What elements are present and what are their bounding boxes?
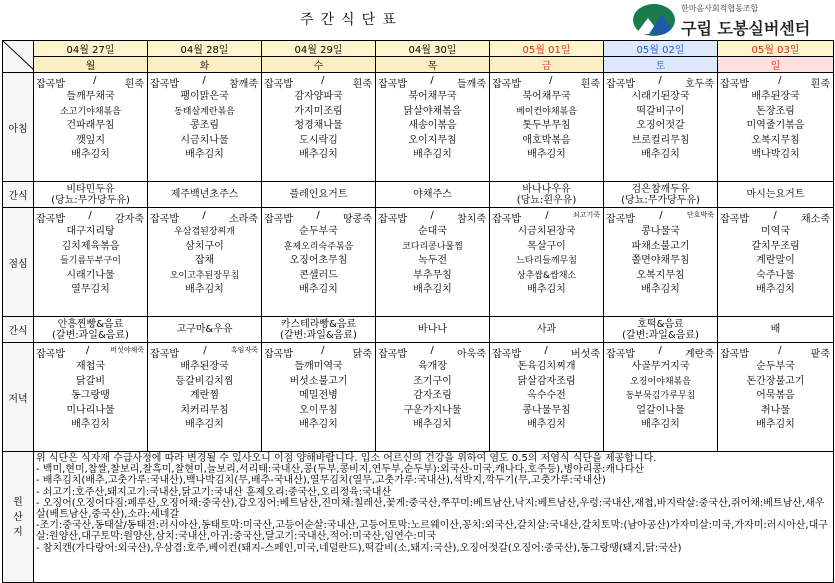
- snack2-cell: [148, 317, 262, 343]
- dinner-cell: [34, 343, 148, 452]
- rice-porridge-line: [490, 74, 603, 90]
- dish-item: 계란찜: [190, 390, 219, 402]
- snack-item: 바나나: [418, 324, 447, 335]
- dish-item: 버섯소불고기: [289, 375, 348, 387]
- dish-item: 콩조림: [190, 120, 219, 132]
- origin-note-line: - 참치캔(가다랑어:외국산),우삼겹:호주,베이컨(돼지-스페인,미국,네덜란드),떡갈비(소,돼지:국산),오징어젓갈(오징어:중국산),동그랑땡(돼지,닭:국산): [36, 542, 682, 554]
- dinner-label: 저녁: [3, 343, 34, 452]
- snack-item: (갈변:과일&음료): [280, 329, 357, 341]
- dish-item: 동태살계란볶음: [174, 106, 235, 117]
- dish-item: 소고기야채볶음: [60, 106, 121, 117]
- org-logo: [633, 2, 833, 38]
- porridge-label: 팥죽: [810, 349, 830, 360]
- rice-porridge-line: [604, 209, 717, 225]
- snack-item: 고구마&우유: [176, 324, 233, 335]
- snack1-row: [3, 182, 834, 208]
- dish-item: 배추김치: [185, 419, 224, 431]
- dish-item: 느타리들깨무침: [516, 256, 577, 267]
- porridge-label: 참깨죽: [229, 79, 258, 90]
- snack-item: 안흥찐빵&음료: [57, 318, 124, 330]
- dish-item: 시래기나물: [66, 269, 115, 281]
- dish-item: 구운가지나물: [403, 404, 462, 416]
- origin-note-line: - 백미,현미,찹쌀,찰보리,찰흑미,찰현미,늘보리,서리태:국내산,콩(두부,콩비지,연두부,순두부):외국산-미국,캐나다,호주등),병아리콩:캐나다산: [36, 464, 645, 476]
- dish-item: 배추김치: [527, 284, 566, 296]
- porridge-label: 단호박죽: [686, 211, 714, 219]
- slash-divider: /: [549, 75, 553, 86]
- dish-item: 오징어젓갈: [636, 120, 685, 132]
- lunch-cell: [604, 208, 718, 317]
- rice-label: 잡곡밥: [150, 79, 179, 90]
- snack1-cell: [34, 182, 148, 208]
- rice-porridge-line: [34, 209, 147, 225]
- rice-porridge-line: [604, 344, 717, 360]
- dish-item: 취나물: [761, 404, 790, 416]
- dish-item: 쫄면야채무침: [631, 255, 690, 267]
- porridge-label: 닭죽: [352, 349, 372, 360]
- rice-porridge-line: [490, 209, 603, 225]
- dish-item: 배추김치: [299, 419, 338, 431]
- porridge-label: 소라죽: [229, 214, 258, 225]
- meal-plan-table: [2, 40, 834, 583]
- dish-item: 어묵볶음: [756, 390, 795, 402]
- origin-notes: [34, 452, 834, 583]
- dish-item: 재첩국: [76, 361, 105, 372]
- slash-divider: /: [773, 210, 777, 221]
- rice-label: 잡곡밥: [606, 349, 635, 360]
- dish-item: 배추김치: [413, 149, 452, 161]
- dish-item: 오이고추된장무침: [169, 270, 240, 281]
- snack-item: 비타민두유: [66, 183, 115, 195]
- slash-divider: /: [316, 210, 320, 221]
- rice-label: 잡곡밥: [492, 214, 521, 225]
- snack1-cell: [148, 182, 262, 208]
- dish-item: 백나박김치: [751, 149, 800, 161]
- dish-item: 김치제육볶음: [61, 240, 120, 252]
- dish-item: 훈제오리숙주볶음: [283, 241, 354, 252]
- dish-item: 브로컬리무침: [631, 134, 690, 146]
- snack-item: 플레인요거트: [289, 189, 348, 200]
- breakfast-cell: [34, 73, 148, 182]
- date-cell: 04월 27일: [34, 41, 148, 57]
- dish-item: 북어채무국: [522, 91, 571, 102]
- snack-item: (당뇨:무가당두유): [51, 194, 130, 206]
- origin-note-line: 위 식단은 식자재 수급사정에 따라 변경될 수 있사오니 이점 양해바랍니다. 입소 어르신의 건강을 위하여 염도 0.5의 저염식 식단을 제공합니다.: [36, 453, 657, 464]
- snack-item: (당뇨:무가당두유): [621, 194, 700, 206]
- date-row: [3, 41, 834, 57]
- origin-note-line: - 배추김치(배추,고춧가루:국내산),백나박김치(무,배추-국내산),열무김치(열무,고춧가루:국내산),석박지,깍두기(무,고춧가루:국내산): [36, 475, 606, 487]
- rice-label: 잡곡밥: [606, 79, 635, 90]
- dish-item: 닭갈비: [76, 375, 105, 387]
- dish-item: 돈장조림: [756, 105, 795, 117]
- breakfast-cell: [604, 73, 718, 182]
- dish-item: 동부묵김가루무침: [625, 391, 696, 402]
- snack2-row: [3, 317, 834, 343]
- porridge-label: 흰죽: [124, 79, 144, 90]
- snack2-label: 간식: [3, 317, 34, 343]
- dish-item: 녹두전: [418, 255, 447, 267]
- rice-porridge-line: [148, 209, 261, 225]
- snack1-label: 간식: [3, 182, 34, 208]
- rice-label: 잡곡밥: [492, 349, 521, 360]
- snack-item: 사과: [536, 324, 557, 335]
- rice-label: 잡곡밥: [36, 214, 65, 225]
- dinner-cell: [490, 343, 604, 452]
- dish-item: 오이지무침: [408, 134, 457, 146]
- breakfast-row: [3, 73, 834, 182]
- dish-item: 메밀전병: [299, 390, 338, 402]
- dish-item: 들깨미역국: [294, 361, 343, 372]
- snack1-cell: [262, 182, 376, 208]
- dish-item: 미나리나물: [66, 404, 115, 416]
- weekday-cell: 토: [604, 57, 718, 73]
- slash-divider: /: [778, 75, 782, 86]
- dish-item: 부추무침: [413, 269, 452, 281]
- dish-item: 상추쌈&쌈채소: [516, 270, 577, 281]
- slash-divider: /: [321, 345, 325, 356]
- slash-divider: /: [430, 345, 434, 356]
- snack-item: 마시는요거트: [746, 189, 805, 200]
- lunch-cell: [34, 208, 148, 317]
- origin-label-char: 원: [13, 496, 23, 508]
- rice-label: 잡곡밥: [36, 349, 65, 360]
- dish-item: 감자양파국: [294, 91, 343, 102]
- slash-divider: /: [88, 210, 92, 221]
- snack-item: (당뇨:흰우유): [516, 194, 577, 206]
- breakfast-cell: [262, 73, 376, 182]
- dish-item: 육개장: [418, 361, 447, 372]
- breakfast-label: 아침: [3, 73, 34, 182]
- dish-item: 애호박볶음: [522, 134, 571, 146]
- dish-item: 시금치된장국: [517, 226, 576, 237]
- rice-porridge-line: [604, 74, 717, 90]
- dish-item: 등갈비김치찜: [175, 375, 234, 387]
- dish-item: 청경채나물: [294, 120, 343, 132]
- dish-item: 배추김치: [527, 149, 566, 161]
- slash-divider: /: [93, 75, 97, 86]
- dish-item: 갈치무조림: [751, 240, 800, 252]
- lunch-row: [3, 208, 834, 317]
- dish-item: 순두부국: [756, 361, 795, 372]
- dish-item: 배추김치: [641, 284, 680, 296]
- date-cell: 05월 01일: [490, 41, 604, 57]
- dish-item: 순두부국: [299, 226, 338, 237]
- snack2-cell: [34, 317, 148, 343]
- dinner-cell: [262, 343, 376, 452]
- dish-item: 배추김치: [641, 419, 680, 431]
- weekday-cell: 화: [148, 57, 262, 73]
- slash-divider: /: [778, 345, 782, 356]
- dish-item: 대구지리탕: [66, 226, 115, 237]
- rice-label: 잡곡밥: [720, 214, 749, 225]
- rice-label: 잡곡밥: [378, 349, 407, 360]
- porridge-label: 버섯죽: [571, 349, 600, 360]
- date-cell: 04월 30일: [376, 41, 490, 57]
- weekday-cell: 월: [34, 57, 148, 73]
- rice-porridge-line: [718, 209, 833, 225]
- dinner-row: [3, 343, 834, 452]
- dish-item: 조기구이: [413, 375, 452, 387]
- snack-item: (갈변:과일&음료): [52, 329, 129, 341]
- dinner-cell: [718, 343, 834, 452]
- dish-item: 베이컨야채볶음: [516, 106, 577, 117]
- snack2-cell: [490, 317, 604, 343]
- origin-note-line: - 오징어(오징어다짐:페루산,오징어채:중국산),갑오징어:베트남산,진미채:칠레산,꽃게:중국산,쭈꾸미:베트남산,낙지:베트남산,우렁:국내산,재첩,바지락살:중국산,쥐어채:베트남산,새우살(베트남산,중국산),소라:세네갈: [36, 497, 825, 521]
- rice-label: 잡곡밥: [720, 349, 749, 360]
- breakfast-cell: [148, 73, 262, 182]
- dish-item: 북어채무국: [408, 91, 457, 102]
- dish-item: 들기름두부구이: [60, 256, 121, 267]
- page-title: 주간식단표: [300, 12, 403, 28]
- dish-item: 들깨무채국: [66, 91, 115, 102]
- snack-item: 야채주스: [413, 189, 452, 200]
- porridge-label: 참치죽: [457, 214, 486, 225]
- dish-item: 옥수수전: [527, 390, 566, 402]
- dish-item: 톳두부무침: [522, 120, 571, 132]
- dish-item: 오징어초무침: [289, 255, 348, 267]
- dish-item: 오이무침: [299, 404, 338, 416]
- dish-item: 오복지무침: [751, 134, 800, 146]
- porridge-label: 아욱죽: [457, 349, 486, 360]
- slash-divider: /: [659, 210, 663, 221]
- dish-item: 시래기된장국: [631, 91, 690, 102]
- slash-divider: /: [658, 345, 662, 356]
- dish-item: 콩나물국: [641, 226, 680, 237]
- snack1-cell: [604, 182, 718, 208]
- mountain-logo-icon: [633, 4, 675, 36]
- porridge-label: 호두죽: [685, 79, 714, 90]
- dish-item: 배추된장국: [751, 91, 800, 102]
- dish-item: 배추김치: [71, 419, 110, 431]
- rice-porridge-line: [148, 74, 261, 90]
- origin-label-char: 산: [13, 511, 23, 523]
- rice-label: 잡곡밥: [264, 79, 293, 90]
- dish-item: 떡갈비구이: [636, 105, 685, 117]
- slash-divider: /: [544, 345, 548, 356]
- rice-porridge-line: [490, 344, 603, 360]
- snack-item: 제주백년초주스: [170, 189, 239, 200]
- date-cell: 05월 02일: [604, 41, 718, 57]
- rice-porridge-line: [718, 344, 833, 360]
- dish-item: 배추김치: [641, 149, 680, 161]
- dish-item: 도시락김: [299, 134, 338, 146]
- dish-item: 계란말이: [756, 255, 795, 267]
- origin-note-line: - 쇠고기:호주산,돼지고기:국내산,닭고기:국내산 훈제오리:중국산,오리정육:국내산: [36, 486, 392, 498]
- porridge-label: 채소죽: [801, 214, 830, 225]
- slash-divider: /: [85, 345, 90, 356]
- rice-porridge-line: [148, 344, 261, 360]
- dish-item: 목살구이: [527, 240, 566, 252]
- dish-item: 배추김치: [299, 284, 338, 296]
- header: [0, 0, 835, 40]
- origin-label: [3, 452, 34, 583]
- porridge-label: 감자죽: [115, 214, 144, 225]
- dish-item: 건파래무침: [66, 120, 115, 132]
- rice-porridge-line: [718, 74, 833, 90]
- dish-item: 미역줄기볶음: [746, 120, 805, 132]
- dish-item: 배추김치: [527, 419, 566, 431]
- rice-label: 잡곡밥: [606, 214, 635, 225]
- slash-divider: /: [658, 75, 662, 86]
- snack1-cell: [718, 182, 834, 208]
- slash-divider: /: [202, 75, 206, 86]
- dish-item: 콩나물무침: [522, 404, 571, 416]
- dish-item: 콘샐러드: [299, 269, 338, 281]
- dish-item: 사골무거지국: [631, 361, 690, 372]
- lunch-cell: [148, 208, 262, 317]
- dish-item: 닭살야채볶음: [403, 105, 462, 117]
- rice-label: 잡곡밥: [720, 79, 749, 90]
- porridge-label: 흰죽: [580, 79, 600, 90]
- dish-item: 얼갈이나물: [636, 404, 685, 416]
- rice-label: 잡곡밥: [150, 349, 179, 360]
- rice-label: 잡곡밥: [264, 349, 293, 360]
- slash-divider: /: [202, 210, 206, 221]
- porridge-label: 쇠고기죽: [572, 211, 600, 219]
- rice-porridge-line: [376, 74, 489, 90]
- rice-porridge-line: [34, 74, 147, 90]
- header-corner: [3, 41, 34, 73]
- rice-porridge-line: [34, 344, 147, 360]
- snack1-cell: [490, 182, 604, 208]
- snack2-cell: [718, 317, 834, 343]
- porridge-label: 들깨죽: [457, 79, 486, 90]
- lunch-label: 점심: [3, 208, 34, 317]
- date-cell: 05월 03일: [718, 41, 834, 57]
- rice-porridge-line: [376, 209, 489, 225]
- dish-item: 파채소불고기: [631, 240, 690, 252]
- dish-item: 돈간장불고기: [746, 375, 805, 387]
- dish-item: 배추김치: [756, 419, 795, 431]
- slash-divider: /: [430, 210, 434, 221]
- porridge-label: 흰죽: [810, 79, 830, 90]
- weekday-cell: 일: [718, 57, 834, 73]
- porridge-label: 땅콩죽: [343, 214, 372, 225]
- org-name: 구립 도봉실버센터: [681, 19, 811, 38]
- snack2-cell: [376, 317, 490, 343]
- weekday-cell: 목: [376, 57, 490, 73]
- dinner-cell: [376, 343, 490, 452]
- origin-label-char: 지: [13, 526, 23, 538]
- dish-item: 배추김치: [413, 419, 452, 431]
- dish-item: 동그랑땡: [71, 390, 110, 402]
- dish-item: 열무김치: [71, 284, 110, 296]
- snack1-cell: [376, 182, 490, 208]
- weekday-cell: 수: [262, 57, 376, 73]
- rice-porridge-line: [262, 344, 375, 360]
- porridge-label: 흑임자죽: [230, 346, 258, 354]
- dish-item: 배추김치: [299, 149, 338, 161]
- rice-label: 잡곡밥: [264, 214, 293, 225]
- dish-item: 돈육김치찌개: [517, 361, 576, 372]
- dish-item: 가지미조림: [294, 105, 343, 117]
- dish-item: 잡채: [194, 255, 215, 267]
- snack-item: 배: [770, 324, 781, 335]
- org-subtitle: 한마음사회적협동조합: [681, 4, 759, 13]
- diagonal-line-icon: [3, 41, 34, 70]
- dish-item: 치커리무침: [180, 404, 229, 416]
- dinner-cell: [148, 343, 262, 452]
- snack-item: 바나나우유: [522, 183, 571, 195]
- dish-item: 감자조림: [413, 390, 452, 402]
- lunch-cell: [376, 208, 490, 317]
- snack-item: 호떡&음료: [637, 318, 684, 330]
- rice-label: 잡곡밥: [36, 79, 65, 90]
- rice-label: 잡곡밥: [492, 79, 521, 90]
- dish-item: 오복지무침: [636, 269, 685, 281]
- dish-item: 배추김치: [185, 149, 224, 161]
- rice-label: 잡곡밥: [378, 79, 407, 90]
- porridge-label: 계란죽: [685, 349, 714, 360]
- origin-note-line: -조기:중국산,동태살/동태전:러시아산,동태토막:미국산,고등어순살:국내산,고등어토막:노르웨이산,꽁치:외국산,갈치살:국내산,갈치토막:(남아공산)가자미살:미국,가자미:러시아산,대구살:원양산,대구토막:원양산,삼치:국내산,아귀:중국산,달고기:국내산,적어:미국산,임연수:미국: [36, 520, 828, 543]
- lunch-cell: [262, 208, 376, 317]
- dish-item: 배추김치: [413, 284, 452, 296]
- breakfast-cell: [490, 73, 604, 182]
- dish-item: 숙주나물: [756, 269, 795, 281]
- slash-divider: /: [321, 75, 325, 86]
- lunch-cell: [718, 208, 834, 317]
- dish-item: 배추된장국: [180, 361, 229, 372]
- dish-item: 코다리콩나물찜: [402, 241, 463, 252]
- dish-item: 새송이볶음: [408, 120, 457, 132]
- slash-divider: /: [203, 345, 207, 356]
- rice-porridge-line: [262, 74, 375, 90]
- dish-item: 배추김치: [71, 149, 110, 161]
- rice-label: 잡곡밥: [150, 214, 179, 225]
- dish-item: 순대국: [418, 226, 447, 237]
- rice-porridge-line: [376, 344, 489, 360]
- porridge-label: 흰죽: [352, 79, 372, 90]
- dish-item: 배추김치: [185, 284, 224, 296]
- lunch-cell: [490, 208, 604, 317]
- weekday-cell: 금: [490, 57, 604, 73]
- dinner-cell: [604, 343, 718, 452]
- breakfast-cell: [376, 73, 490, 182]
- dish-item: 닭살감자조림: [517, 375, 576, 387]
- weekday-row: [3, 57, 834, 73]
- date-cell: 04월 28일: [148, 41, 262, 57]
- slash-divider: /: [430, 75, 434, 86]
- rice-porridge-line: [262, 209, 375, 225]
- breakfast-cell: [718, 73, 834, 182]
- dish-item: 삼치구이: [185, 240, 224, 252]
- rice-label: 잡곡밥: [378, 214, 407, 225]
- dish-item: 배추김치: [756, 284, 795, 296]
- date-cell: 04월 29일: [262, 41, 376, 57]
- origin-notes-row: [3, 452, 834, 583]
- dish-item: 미역국: [761, 226, 790, 237]
- snack2-cell: [604, 317, 718, 343]
- dish-item: 우삼겹된장찌개: [174, 227, 235, 237]
- dish-item: 시금치나물: [180, 134, 229, 146]
- dish-item: 팽이맑은국: [180, 91, 229, 102]
- snack2-cell: [262, 317, 376, 343]
- snack-item: 검은참깨두유: [631, 183, 690, 195]
- dish-item: 깻잎지: [76, 134, 105, 146]
- snack-item: 카스테라빵&음료: [280, 318, 357, 330]
- porridge-label: 버섯야채죽: [110, 346, 144, 354]
- slash-divider: /: [545, 210, 549, 221]
- snack-item: (갈변:과일&음료): [622, 329, 699, 341]
- dish-item: 오징어야채볶음: [630, 376, 691, 387]
